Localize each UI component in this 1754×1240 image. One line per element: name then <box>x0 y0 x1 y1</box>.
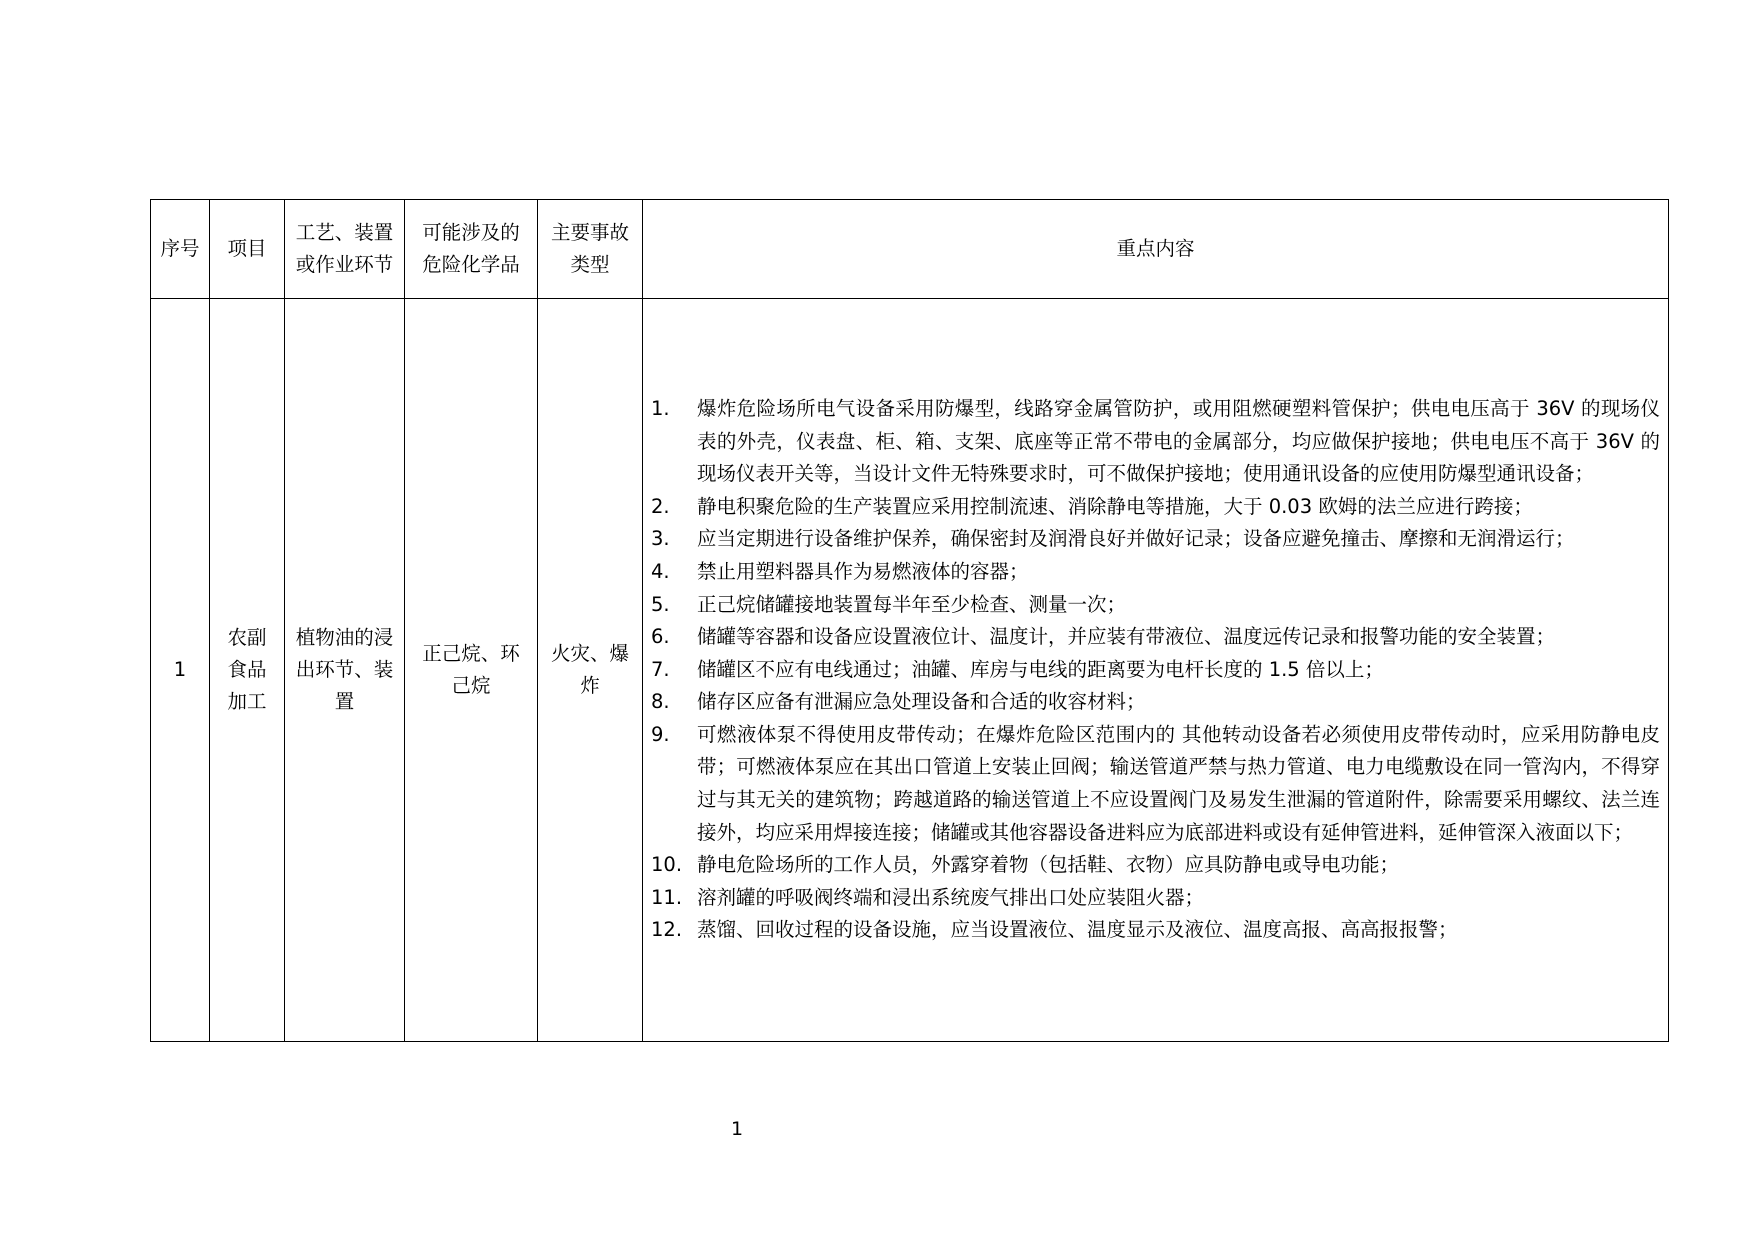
key-points-list <box>651 393 1660 947</box>
cell-accident: 火灾、爆炸 <box>538 299 643 1042</box>
hazard-table <box>150 199 1669 1042</box>
list-item-number: 3. <box>651 527 670 551</box>
header-item: 项目 <box>210 200 285 299</box>
list-item <box>651 654 1660 687</box>
list-item-number: 11. <box>651 885 683 909</box>
header-process: 工艺、装置或作业环节 <box>285 200 405 299</box>
cell-seq: 1 <box>151 299 210 1042</box>
list-item-number: 2. <box>651 494 670 518</box>
page-number: 1 <box>730 1118 744 1140</box>
list-item <box>651 589 1660 622</box>
list-item-text: 爆炸危险场所电气设备采用防爆型，线路穿金属管防护，或用阻燃硬塑料管保护；供电电压高于 36V 的现场仪表的外壳，仪表盘、柜、箱、支架、底座等正常不带电的金属部分，均应做保护接地；供电电压不高于 36V 的现场仪表开关等，当设计文件无特殊要求时，可不做保护接地；使用通讯设备的应使用防爆型通讯设备； <box>697 396 1660 486</box>
list-item-number: 10. <box>651 853 683 877</box>
cell-item: 农副食品加工 <box>210 299 285 1042</box>
list-item-text: 可燃液体泵不得使用皮带传动；在爆炸危险区范围内的 其他转动设备若必须使用皮带传动时，应采用防静电皮带；可燃液体泵应在其出口管道上安装止回阀；输送管道严禁与热力管道、电力电缆敷设在同一管沟内，不得穿过与其无关的建筑物；跨越道路的输送管道上不应设置阀门及易发生泄漏的管道附件，除需要采用螺纹、法兰连接外，均应采用焊接连接；储罐或其他容器设备进料应为底部进料或设有延伸管进料，延伸管深入液面以下； <box>697 722 1660 844</box>
list-item-text: 正己烷储罐接地装置每半年至少检查、测量一次； <box>697 592 1127 616</box>
list-item-number: 5. <box>651 592 670 616</box>
table-row <box>151 299 1669 1042</box>
list-item-text: 储存区应备有泄漏应急处理设备和合适的收容材料； <box>697 690 1146 714</box>
list-item-text: 蒸馏、回收过程的设备设施，应当设置液位、温度显示及液位、温度高报、高高报报警； <box>697 918 1458 942</box>
header-chemicals: 可能涉及的危险化学品 <box>405 200 538 299</box>
list-item <box>651 393 1660 491</box>
list-item-number: 4. <box>651 559 670 583</box>
list-item-text: 应当定期进行设备维护保养，确保密封及润滑良好并做好记录；设备应避免撞击、摩擦和无润滑运行； <box>697 527 1575 551</box>
list-item-text: 储罐等容器和设备应设置液位计、温度计，并应装有带液位、温度远传记录和报警功能的安全装置； <box>697 625 1556 649</box>
list-item-text: 禁止用塑料器具作为易燃液体的容器； <box>697 559 1029 583</box>
list-item <box>651 491 1660 524</box>
list-item-text: 静电积聚危险的生产装置应采用控制流速、消除静电等措施，大于 0.03 欧姆的法兰应进行跨接； <box>697 494 1533 518</box>
header-accident: 主要事故类型 <box>538 200 643 299</box>
list-item-number: 8. <box>651 690 670 714</box>
list-item <box>651 523 1660 556</box>
list-item-text: 溶剂罐的呼吸阀终端和浸出系统废气排出口处应装阻火器； <box>697 885 1205 909</box>
list-item <box>651 849 1660 882</box>
header-key-content: 重点内容 <box>643 200 1669 299</box>
list-item-number: 1. <box>651 396 670 420</box>
list-item-text: 静电危险场所的工作人员，外露穿着物（包括鞋、衣物）应具防静电或导电功能； <box>697 853 1400 877</box>
list-item <box>651 686 1660 719</box>
list-item <box>651 621 1660 654</box>
list-item <box>651 882 1660 915</box>
list-item <box>651 556 1660 589</box>
list-item <box>651 719 1660 849</box>
list-item-number: 7. <box>651 657 670 681</box>
list-item-text: 储罐区不应有电线通过；油罐、库房与电线的距离要为电杆长度的 1.5 倍以上； <box>697 657 1384 681</box>
table-header-row <box>151 200 1669 299</box>
list-item-number: 6. <box>651 625 670 649</box>
header-seq: 序号 <box>151 200 210 299</box>
cell-process: 植物油的浸出环节、装置 <box>285 299 405 1042</box>
list-item-number: 9. <box>651 722 670 746</box>
cell-key-content <box>643 299 1669 1042</box>
list-item <box>651 914 1660 947</box>
cell-chemicals: 正己烷、环己烷 <box>405 299 538 1042</box>
list-item-number: 12. <box>651 918 683 942</box>
